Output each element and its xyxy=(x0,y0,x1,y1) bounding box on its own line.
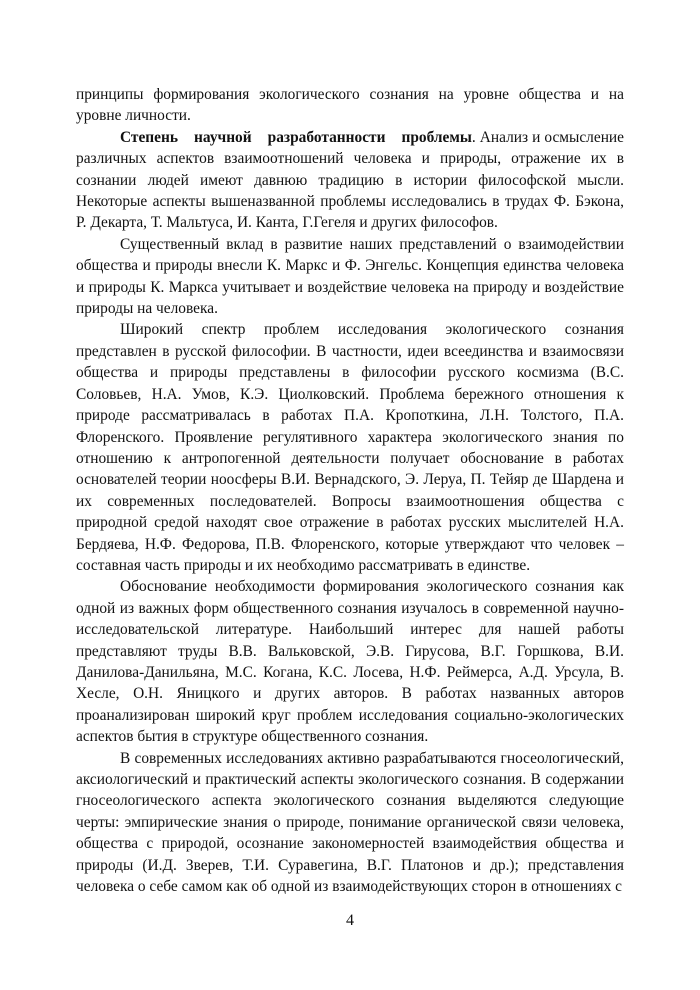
paragraph-ecological-consciousness-justification: Обоснование необходимости формирования экологического сознания как одной из важных форм общественного сознания изучалось в современной научно-исследовательской литературе. Наибольший интерес для нашей работы представляют труды В.В. Вальковской, Э.В. Гирусова, В.Г. Горшкова, В.И. Данилова-Данильяна, М.С. Когана, К.С. Лосева, Н.Ф. Реймерса, А.Д. Урсула, В. Хесле, О.Н. Яницкого и других авторов. В работах названных авторов проанализирован широкий круг проблем исследования социально-экологических аспектов бытия в структуре общественного сознания. xyxy=(76,578,624,746)
section-heading-inline: Степень научной разработанности проблемы xyxy=(120,128,472,146)
paragraph-marx-engels: Существенный вклад в развитие наших представлений о взаимодействии общества и природы внесли К. Маркс и Ф. Энгельс. Концепция единства человека и природы К. Маркса учитывает и воздействие человека на природу и воздействие природы на человека. xyxy=(76,235,624,318)
paragraph-russian-philosophy: Широкий спектр проблем исследования экологического сознания представлен в русской философии. В частности, идеи всеединства и взаимосвязи общества и природы представлены в философии русского космизма (В.С. Соловьев, Н.А. Умов, К.Э. Циолковский. Проблема бережного отношения к природе рассматривалась в работах П.А. Кропоткина, Л.Н. Толстого, П.А. Флоренского. Проявление регулятивного характера экологического знания по отношению к антропогенной деятельности получает обоснование в работах основателей теории ноосферы В.И. Вернадского, Э. Леруа, П. Тейяр де Шардена и их современных последователей. Вопросы взаимоотношения общества с природной средой находят свое отражение в работах русских мыслителей Н.А. Бердяева, Н.Ф. Федорова, П.В. Флоренского, которые утверждают что человек – составная часть природы и их необходимо рассматривать в единстве. xyxy=(76,321,624,574)
document-body xyxy=(76,84,624,897)
paragraph-research-degree xyxy=(76,127,624,234)
paragraph-research-degree-text: . Анализ и осмысление различных аспектов взаимоотношений человека и природы, отражение их в сознании людей имеют давнюю традицию в истории философской мысли. Некоторые аспекты вышеназванной проблемы исследовались в трудах Ф. Бэкона, Р. Декарта, Т. Мальтуса, И. Канта, Г.Гегеля и других философов. xyxy=(76,128,624,232)
paragraph-modern-research: В современных исследованиях активно разрабатываются гносеологический, аксиологический и практический аспекты экологического сознания. В содержании гносеологического аспекта экологического сознания выделяются следующие черты: эмпирические знания о природе, понимание органической связи человека, общества с природой, осознание закономерностей взаимодействия общества и природы (И.Д. Зверев, Т.И. Суравегина, В.Г. Платонов и др.); представления человека о себе самом как об одной из взаимодействующих сторон в отношениях с xyxy=(76,749,624,896)
page-number: 4 xyxy=(346,912,354,929)
paragraph-intro-continuation: принципы формирования экологического сознания на уровне общества и на уровне личности. xyxy=(76,86,624,125)
